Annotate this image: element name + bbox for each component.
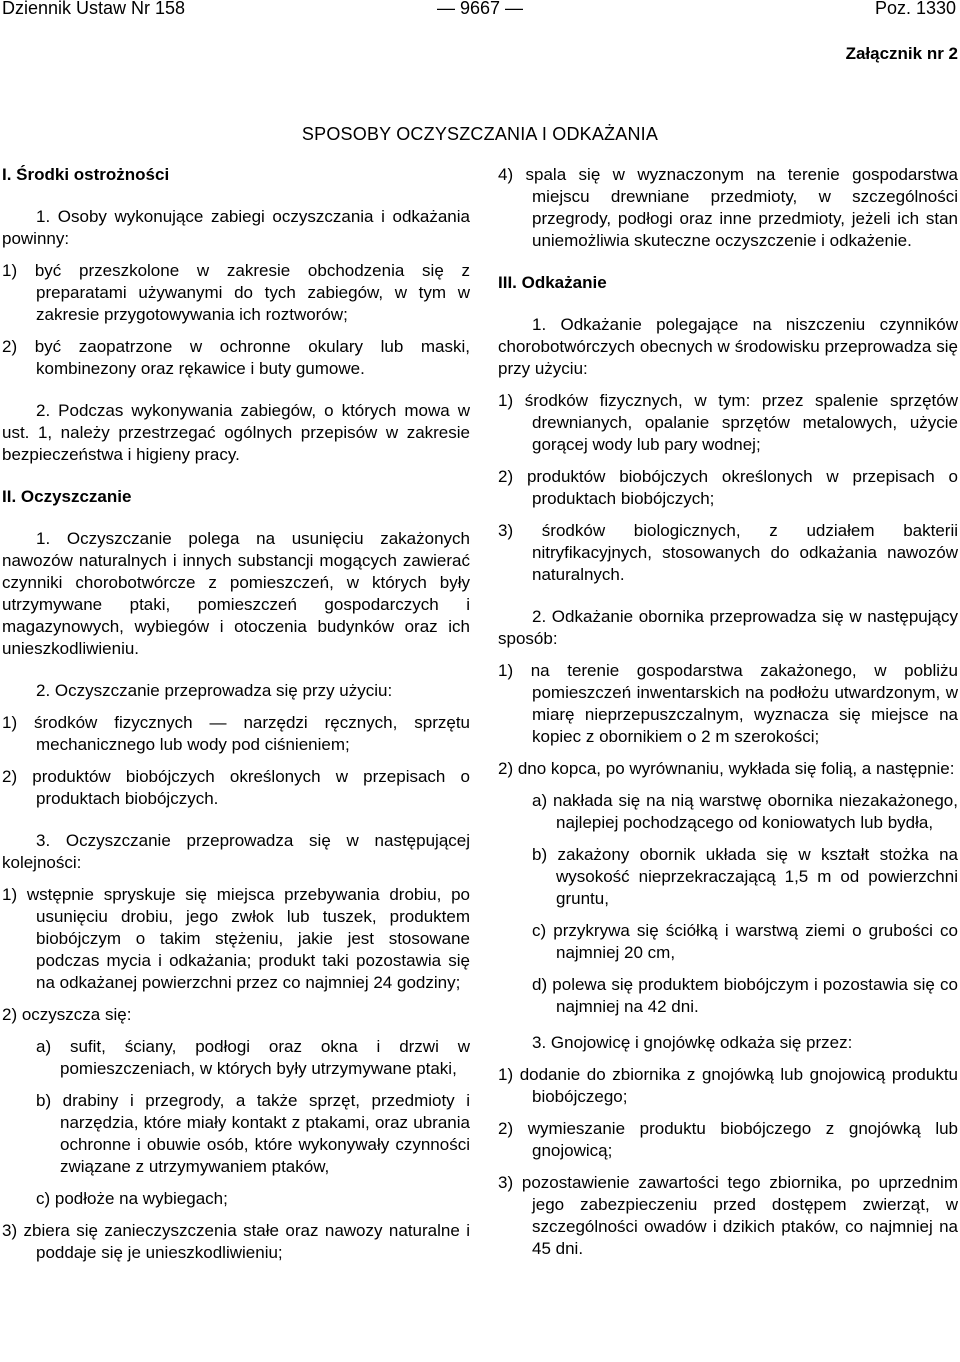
list-item: 2) oczyszcza się: bbox=[2, 1005, 132, 1024]
sub-list-item: c) przykrywa się ściółką i warstwą ziemi o grubości co najmniej 20 cm, bbox=[532, 921, 958, 962]
section-heading-cleaning: II. Oczyszczanie bbox=[2, 487, 132, 506]
paragraph: 2. Oczyszczanie przeprowadza się przy użyciu: bbox=[36, 681, 393, 700]
journal-name: Dziennik Ustaw Nr 158 bbox=[2, 0, 186, 18]
list-item: 1) środków fizycznych, w tym: przez spalenie sprzętów drewnianych, opalanie sprzętów metalowych, użycie gorącej wody lub pary wodnej; bbox=[498, 391, 958, 454]
paragraph: 2. Odkażanie obornika przeprowadza się w następujący sposób: bbox=[498, 607, 958, 648]
list-item: 2) dno kopca, po wyrównaniu, wykłada się folią, a następnie: bbox=[498, 759, 955, 778]
list-item: 1) być przeszkolone w zakresie obchodzenia się z preparatami używanymi do tych zabiegów, w tym w zakresie przygotowywania ich roztworów; bbox=[2, 261, 470, 324]
annex-label: Załącznik nr 2 bbox=[845, 44, 958, 63]
paragraph: 1. Odkażanie polegające na niszczeniu czynników chorobotwórczych obecnych w środowisku przeprowadza się przy użyciu: bbox=[498, 315, 958, 378]
paragraph: 1. Osoby wykonujące zabiegi oczyszczania i odkażania powinny: bbox=[2, 207, 470, 248]
paragraph: 2. Podczas wykonywania zabiegów, o których mowa w ust. 1, należy przestrzegać ogólnych przepisów w zakresie bezpieczeństwa i higieny pracy. bbox=[2, 401, 470, 464]
paragraph: 3. Gnojowicę i gnojówkę odkaża się przez: bbox=[532, 1033, 853, 1052]
list-item: 1) dodanie do zbiornika z gnojówką lub gnojowicą produktu biobójczego; bbox=[498, 1065, 958, 1106]
position-number: Poz. 1330 bbox=[874, 0, 956, 18]
list-item: 2) wymieszanie produktu biobójczego z gnojówką lub gnojowicą; bbox=[498, 1119, 958, 1160]
document-title: SPOSOBY OCZYSZCZANIA I ODKAŻANIA bbox=[301, 124, 659, 144]
list-item: 1) środków fizycznych — narzędzi ręcznych, sprzętu mechanicznego lub wody pod ciśnieniem; bbox=[2, 713, 470, 754]
section-heading-precautions: I. Środki ostrożności bbox=[2, 165, 170, 184]
list-item: 1) wstępnie spryskuje się miejsca przebywania drobiu, po usunięciu drobiu, jego zwłok lub tuszek, produktem biobójczym o takim stężeniu, jakie jest stosowane podczas mycia i odkażania; produkt taki pozostawia się na odkażanej powierzchni przez co najmniej 24 godziny; bbox=[2, 885, 470, 992]
list-item: 2) produktów biobójczych określonych w przepisach o produktach biobójczych. bbox=[2, 767, 470, 808]
left-column bbox=[2, 164, 470, 1264]
list-item: 3) pozostawienie zawartości tego zbiornika, po uprzednim jego zabezpieczeniu przed dostępem zwierząt, w szczególności owadów i dzikich ptaków, co najmniej na 45 dni. bbox=[498, 1173, 958, 1258]
sub-list-item: d) polewa się produktem biobójczym i pozostawia się co najmniej na 42 dni. bbox=[532, 975, 958, 1016]
page-header bbox=[0, 0, 960, 24]
sub-list-item: a) sufit, ściany, podłogi oraz okna i drzwi w pomieszczeniach, w których były utrzymywane ptaki, bbox=[36, 1037, 470, 1078]
list-item: 2) produktów biobójczych określonych w przepisach o produktach biobójczych; bbox=[498, 467, 958, 508]
sub-list-item: c) podłoże na wybiegach; bbox=[36, 1189, 228, 1208]
right-column bbox=[498, 164, 958, 1260]
page-number: — 9667 — bbox=[436, 0, 524, 18]
paragraph: 3. Oczyszczanie przeprowadza się w następującej kolejności: bbox=[2, 831, 470, 872]
list-item: 1) na terenie gospodarstwa zakażonego, w pobliżu pomieszczeń inwentarskich na podłożu utwardzonym, w miarę nieprzepuszczalnym, wyznacza się miejsce na kopiec z obornikiem o 2 m szerokości; bbox=[498, 661, 958, 746]
sub-list-item: b) zakażony obornik układa się w kształt stożka na wysokość nieprzekraczającą 1,5 m od powierzchni gruntu, bbox=[532, 845, 958, 908]
section-heading-disinfection: III. Odkażanie bbox=[498, 273, 607, 292]
sub-list-item: b) drabiny i przegrody, a także sprzęt, przedmioty i narzędzia, które miały kontakt z ptakami, oraz ubrania ochronne i obuwie osób, które wykonywały czynności związane z utrzymywaniem ptaków, bbox=[36, 1091, 470, 1176]
list-item: 3) zbiera się zanieczyszczenia stałe oraz nawozy naturalne i poddaje się je unieszkodliwieniu; bbox=[2, 1221, 470, 1262]
list-item: 3) środków biologicznych, z udziałem bakterii nitryfikacyjnych, stosowanych do odkażania nawozów naturalnych. bbox=[498, 521, 958, 584]
paragraph: 1. Oczyszczanie polega na usunięciu zakażonych nawozów naturalnych i innych substancji mogących zawierać czynniki chorobotwórcze z pomieszczeń, w których były utrzymywane ptaki, pomieszczeń gospodarczych i magazynowych, wybiegów i otoczenia budynków oraz ich unieszkodliwieniu. bbox=[2, 529, 470, 658]
list-item: 4) spala się w wyznaczonym na terenie gospodarstwa miejscu drewniane przedmioty, w szczególności przegrody, podłogi oraz inne przedmioty, jeżeli ich stan uniemożliwia skuteczne oczyszczenie i odkażenie. bbox=[498, 165, 958, 250]
sub-list-item: a) nakłada się na nią warstwę obornika niezakażonego, najlepiej pochodzącego od koniowatych lub bydła, bbox=[532, 791, 958, 832]
list-item: 2) być zaopatrzone w ochronne okulary lub maski, kombinezony oraz rękawice i buty gumowe. bbox=[2, 337, 470, 378]
